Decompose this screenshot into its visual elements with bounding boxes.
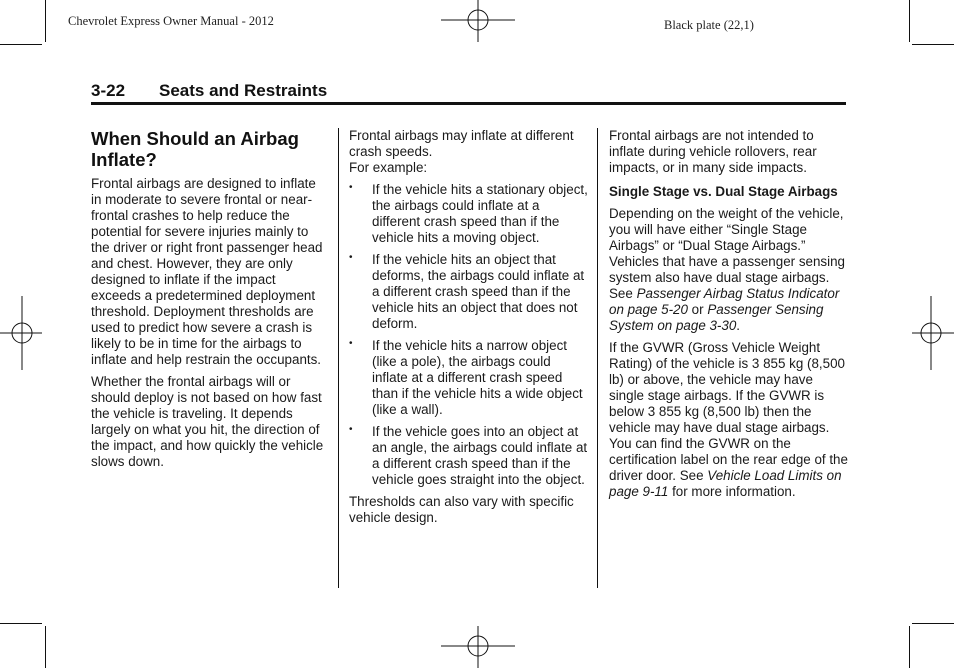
page-number: 3-22 [91, 81, 126, 100]
crop-mark-top-left-v [45, 0, 46, 42]
crop-mark-bottom-right-h [912, 623, 954, 624]
crop-mark-bottom-left-h [0, 623, 42, 624]
paragraph: Frontal airbags are not intended to inflate during vehicle rollovers, rear impacts, or in many side impacts. [609, 128, 817, 175]
bullet-icon: • [349, 252, 353, 263]
paragraph: Thresholds can also vary with specific vehicle design. [349, 494, 574, 525]
cross-reference-link[interactable]: Passenger Airbag Status Indicator on page 5-20 [609, 286, 840, 317]
list-item: • If the vehicle hits a stationary object, the airbags could inflate at a different crash speed than if the vehicle hits a moving object. [349, 182, 588, 245]
subheading: Single Stage vs. Dual Stage Airbags [609, 184, 838, 199]
section-header [91, 81, 327, 101]
paragraph: Depending on the weight of the vehicle, you will have either “Single Stage Airbags” or “Dual Stage Airbags.” Vehicles that have a passenger sensing system also have dual stage airbags. See Passenger Airbag Status Indicator on page 5-20 or Passenger Sensing System on page 3-30. [609, 206, 845, 333]
paragraph: If the GVWR (Gross Vehicle Weight Rating) of the vehicle is 3 855 kg (8,500 lb) or above, the vehicle may have single stage airbags. If the GVWR is below 3 855 kg (8,500 lb) then the vehicle may have dual stage airbags. You can find the GVWR on the certification label on the rear edge of the driver door. See Vehicle Load Limits on page 9-11 for more information. [609, 340, 848, 499]
section-rule [91, 102, 846, 105]
list-item: • If the vehicle hits an object that deforms, the airbags could inflate at a different crash speed than if the vehicle hits an object that does not deform. [349, 252, 585, 331]
crop-mark-top-left-h [0, 44, 42, 45]
registration-mark-bottom-icon [441, 624, 515, 668]
crop-mark-top-right-h [912, 44, 954, 45]
registration-mark-right-icon [910, 296, 954, 370]
cross-reference-link[interactable]: Vehicle Load Limits on page 9-11 [609, 468, 842, 499]
manual-title: Chevrolet Express Owner Manual - 2012 [68, 14, 274, 28]
column-divider-1 [338, 128, 339, 588]
paragraph: For example: [349, 160, 428, 175]
registration-mark-top-icon [441, 0, 515, 44]
list-item: • If the vehicle goes into an object at an angle, the airbags could inflate at a different crash speed than if the vehicle goes straight into the object. [349, 424, 588, 487]
column-2 [349, 128, 589, 532]
paragraph: Frontal airbags may inflate at different crash speeds. [349, 128, 574, 159]
bullet-icon: • [349, 182, 353, 193]
list-item: • If the vehicle hits a narrow object (like a pole), the airbags could inflate at a different crash speed than if the vehicle hits a wide object (like a wall). [349, 338, 583, 417]
cross-reference-link[interactable]: Passenger Sensing System on page 3-30 [609, 302, 824, 333]
plate-label: Black plate (22,1) [664, 18, 754, 32]
bullet-icon: • [349, 338, 353, 349]
registration-mark-left-icon [0, 296, 44, 370]
bullet-icon: • [349, 424, 353, 435]
article-heading: When Should an Airbag Inflate? [91, 128, 299, 170]
column-1 [91, 128, 329, 476]
crop-mark-bottom-right-v [909, 626, 910, 668]
column-3 [609, 128, 849, 506]
column-divider-2 [597, 128, 598, 588]
paragraph: Frontal airbags are designed to inflate in moderate to severe frontal or near-frontal crashes to help reduce the potential for severe injuries mainly to the driver or right front passenger head and chest. However, they are only designed to inflate if the impact exceeds a predetermined deployment threshold. Deployment thresholds are used to predict how severe a crash is likely to be in time for the airbags to inflate and help restrain the occupants. [91, 176, 323, 367]
section-title: Seats and Restraints [159, 81, 328, 100]
paragraph: Whether the frontal airbags will or should deploy is not based on how fast the vehicle is traveling. It depends largely on what you hit, the direction of the impact, and how quickly the vehicle slows down. [91, 374, 324, 469]
crop-mark-bottom-left-v [45, 626, 46, 668]
crop-mark-top-right-v [909, 0, 910, 42]
bullet-list [349, 182, 589, 488]
